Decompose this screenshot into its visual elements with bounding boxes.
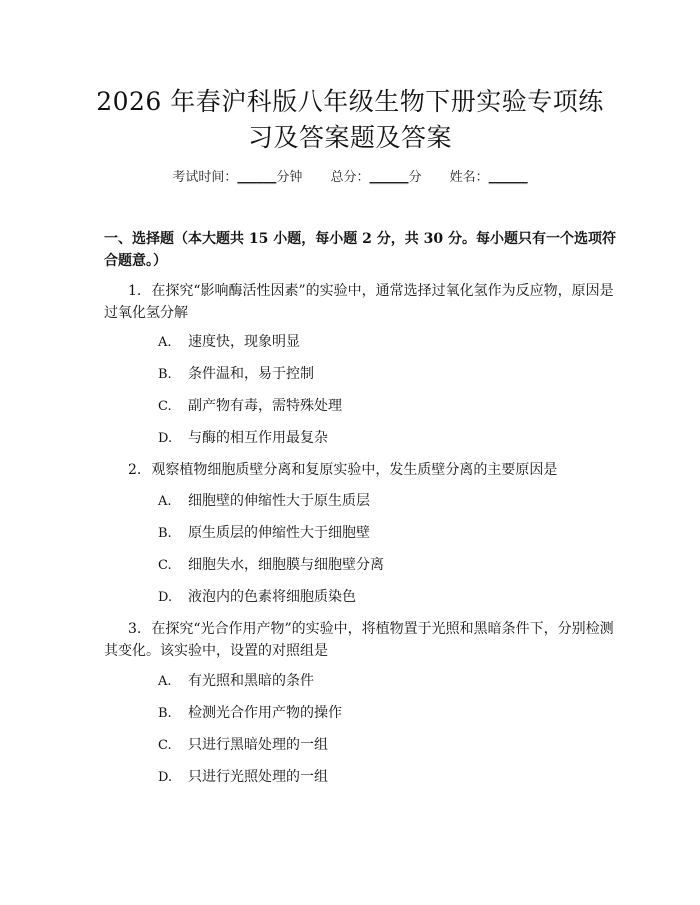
option-text: 细胞失水，细胞膜与细胞壁分离	[188, 557, 384, 573]
option-letter: C.	[158, 738, 172, 753]
option-text: 检测光合作用产物的操作	[188, 705, 342, 721]
option-text: 副产物有毒，需特殊处理	[188, 398, 342, 414]
option-text: 速度快，现象明显	[188, 334, 300, 350]
exam-time-label: 考试时间：	[172, 170, 238, 185]
section-heading: 一、选择题（本大题共 15 小题，每小题 2 分，共 30 分。每小题只有一个选项符合题意。）	[104, 231, 616, 269]
option-text: 只进行黑暗处理的一组	[188, 737, 328, 753]
question-3-option-a	[158, 670, 314, 693]
student-name-blank: ______	[488, 170, 528, 185]
student-name-field	[450, 170, 528, 185]
question-number: 3.	[128, 621, 142, 637]
question-stem: 观察植物细胞质壁分离和复原实验中，发生质壁分离的主要原因是	[151, 462, 558, 478]
question-1-option-b	[158, 363, 314, 386]
question-2	[104, 459, 624, 481]
question-3-option-c	[158, 734, 328, 757]
student-name-label: 姓名：	[449, 170, 489, 185]
question-stem: 在探究“光合作用产物”的实验中，将植物置于光照和黑暗条件下，分别检测其变化。该实验中，设置的对照组是	[104, 621, 614, 659]
option-text: 细胞壁的伸缩性大于原生质层	[188, 493, 370, 509]
exam-time-field	[172, 170, 302, 185]
option-letter: A.	[158, 335, 172, 350]
question-3	[104, 618, 624, 662]
option-letter: D.	[158, 431, 173, 446]
total-score-blank: ______	[369, 170, 409, 185]
question-3-option-b	[158, 702, 342, 725]
option-letter: C.	[158, 558, 172, 573]
question-2-option-a	[158, 490, 370, 513]
option-text: 只进行光照处理的一组	[188, 769, 328, 785]
option-text: 原生质层的伸缩性大于细胞壁	[188, 525, 370, 541]
option-text: 条件温和，易于控制	[188, 366, 314, 382]
option-letter: D.	[158, 590, 173, 605]
option-letter: C.	[158, 399, 172, 414]
option-letter: B.	[158, 706, 172, 721]
option-letter: D.	[158, 770, 173, 785]
exam-time-unit: 分钟	[276, 170, 303, 185]
page-title-line-1: 2026 年春沪科版八年级生物下册实验专项练	[96, 87, 604, 116]
total-score-label: 总分：	[330, 170, 370, 185]
option-letter: B.	[158, 367, 172, 382]
question-1-option-c	[158, 395, 342, 418]
question-2-option-b	[158, 522, 370, 545]
total-score-unit: 分	[408, 170, 422, 185]
question-3-option-d	[158, 766, 328, 789]
question-1-option-a	[158, 331, 300, 354]
question-1-option-d	[158, 427, 328, 450]
option-letter: A.	[158, 494, 172, 509]
option-text: 液泡内的色素将细胞质染色	[188, 589, 356, 605]
exam-meta-line	[0, 166, 700, 185]
option-letter: B.	[158, 526, 172, 541]
option-text: 有光照和黑暗的条件	[188, 673, 314, 689]
option-text: 与酶的相互作用最复杂	[188, 430, 328, 446]
question-2-option-c	[158, 554, 384, 577]
question-1	[104, 280, 624, 324]
total-score-field	[330, 170, 421, 185]
page-title-line-2: 习及答案题及答案	[247, 123, 452, 152]
question-stem: 在探究“影响酶活性因素”的实验中，通常选择过氧化氢作为反应物，原因是过氧化氢分解	[104, 283, 614, 321]
option-letter: A.	[158, 674, 172, 689]
question-number: 2.	[128, 462, 142, 478]
question-number: 1.	[128, 283, 142, 299]
exam-time-blank: ______	[237, 170, 277, 185]
question-2-option-d	[158, 586, 356, 609]
